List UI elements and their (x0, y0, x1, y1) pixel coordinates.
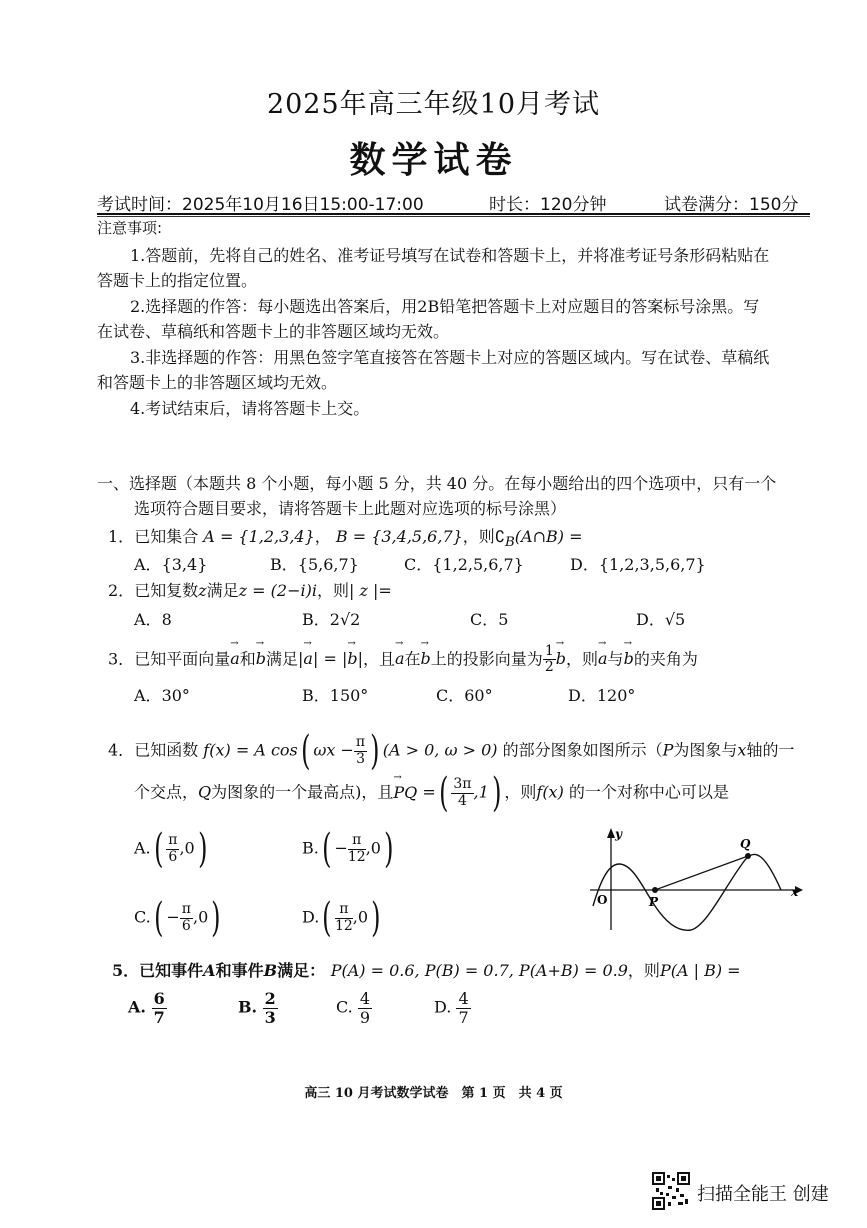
q2-option-a: A．8 (134, 610, 172, 629)
q2-option-d: D．√5 (636, 610, 686, 629)
full-score: 试卷满分：150分 (664, 195, 799, 215)
header-rule (97, 213, 810, 215)
q2-modulus: | z |= (348, 581, 392, 600)
q1-set-b: B = {3,4,5,6,7} (335, 527, 463, 546)
q1-number: 1． (108, 527, 135, 546)
q1-option-c: C．{1,2,5,6,7} (404, 555, 524, 574)
notice-heading: 注意事项: (97, 219, 163, 237)
y-axis-label: y (615, 827, 622, 841)
q1-complement-sub: B (505, 535, 515, 551)
notice-item-1a: 1.答题前，先将自己的姓名、准考证号填写在试卷和答题卡上，并将准考证号条形码粘贴在 (130, 246, 770, 265)
notice-item-1b: 答题卡上的指定位置。 (97, 271, 258, 290)
header-rule-thin (97, 216, 810, 217)
point-p (652, 887, 658, 893)
q4-option-c: C.( − $\frac{\pi}{6}$ ,0) (134, 895, 221, 941)
notice-item-3a: 3.非选择题的作答：用黑色签字笔直接答在答题卡上对应的答题区域内。写在试卷、草稿纸 (130, 348, 770, 367)
q5-option-d: D. $\frac{4}{7}$ (434, 989, 469, 1027)
scanner-watermark: 扫描全能王 创建 (697, 1184, 829, 1205)
exam-duration: 时长：120分钟 (489, 195, 607, 215)
question-4-line1: 4．已知函数 f(x) = A cos( ωx − $\frac{\pi}{3}$ ) (A > 0, ω > 0) 的部分图象如图所示（P为图象与x轴的一 (108, 728, 795, 774)
q3-option-c: C．60° (436, 686, 493, 705)
section-heading-line1: 一、选择题（本题共 8 个小题，每小题 5 分，共 40 分。在每小题给出的四个选项中，只有一个 (97, 474, 777, 493)
q5-option-a: A. $\frac{6}{7}$ (128, 989, 165, 1027)
notice-item-3b: 和答题卡上的非答题区域均无效。 (97, 373, 338, 392)
q1-set-a: A = {1,2,3,4} (203, 527, 315, 546)
q1-stem-b: ，则 (462, 527, 495, 546)
q4-option-a: A.( $\frac{\pi}{6}$ ,0) (134, 826, 208, 872)
q4-option-d: D.( $\frac{\pi}{12}$ ,0) (302, 895, 381, 941)
q3-option-d: D．120° (568, 686, 636, 705)
notice-item-4: 4.考试结束后，请将答题卡上交。 (130, 399, 370, 418)
question-3: 3．已知平面向量→ a和→ b满足|→ a| = |→ b|，且→ a在→ b上的投影向量为 $\frac{1}{2}$ → b，则→ a与→ b的夹角为 (108, 644, 698, 676)
q1-option-a: A．{3,4} (134, 555, 208, 574)
q1-complement: ∁ (494, 527, 505, 546)
exam-title: 2025年高三年级10月考试 (266, 89, 601, 120)
x-axis-label: x (791, 885, 799, 899)
q4-option-b: B.( − $\frac{\pi}{12}$ ,0) (302, 826, 394, 872)
paper-title: 数学试卷 (349, 139, 518, 181)
q3-option-b: B．150° (302, 686, 369, 705)
q5-option-b: B. $\frac{2}{3}$ (238, 989, 276, 1027)
p-label: P (649, 895, 659, 909)
question-4-line2: 个交点，Q为图象的一个最高点)，且→ PQ =( $\frac{3\pi}{4}$ ,1) ，则f(x) 的一个对称中心可以是 (134, 770, 729, 816)
pq-segment (655, 856, 748, 890)
section-heading-line2: 选项符合题目要求，请将答题卡上此题对应选项的标号涂黑） (134, 499, 567, 518)
q1-expr-tail: (A∩B) = (514, 527, 583, 546)
qr-code-icon (652, 1172, 690, 1210)
q2-equation: z = (2−i)i (238, 581, 317, 600)
notice-item-2b: 在试卷、草稿纸和答题卡上的非答题区域均无效。 (97, 322, 450, 341)
notice-item-2a: 2.选择题的作答：每小题选出答案后，用2B铅笔把答题卡上对应题目的答案标号涂黑。写 (130, 297, 760, 316)
question-1: 1．已知集合 A = {1,2,3,4}， B = {3,4,5,6,7}，则$∁_B(A\cap B)$ = (108, 527, 583, 551)
q4-function-graph (585, 826, 805, 936)
q1-stem-a: 已知集合 (134, 527, 199, 546)
q1-option-b: B．{5,6,7} (270, 555, 359, 574)
q1-option-d: D．{1,2,3,5,6,7} (570, 555, 706, 574)
origin-label: O (597, 893, 608, 907)
question-5: 5．已知事件A和事件B满足： P(A) = 0.6, P(B) = 0.7, P(A+B) = 0.9，则P(A | B) = (112, 961, 741, 980)
q3-option-a: A．30° (134, 686, 190, 705)
q-label: Q (740, 837, 751, 851)
question-2: 2．已知复数z满足z = (2−i)i，则| z |= (108, 581, 392, 600)
page-footer: 高三 10 月考试数学试卷 第 1 页 共 4 页 (304, 1086, 563, 1101)
point-q (745, 853, 751, 859)
exam-time: 考试时间：2025年10月16日15:00-17:00 (97, 195, 424, 215)
y-axis-arrow-icon (607, 828, 615, 838)
q5-option-c: C. $\frac{4}{9}$ (336, 989, 371, 1027)
q2-option-c: C．5 (470, 610, 509, 629)
q2-option-b: B．2√2 (302, 610, 361, 629)
cosine-curve (593, 854, 781, 930)
